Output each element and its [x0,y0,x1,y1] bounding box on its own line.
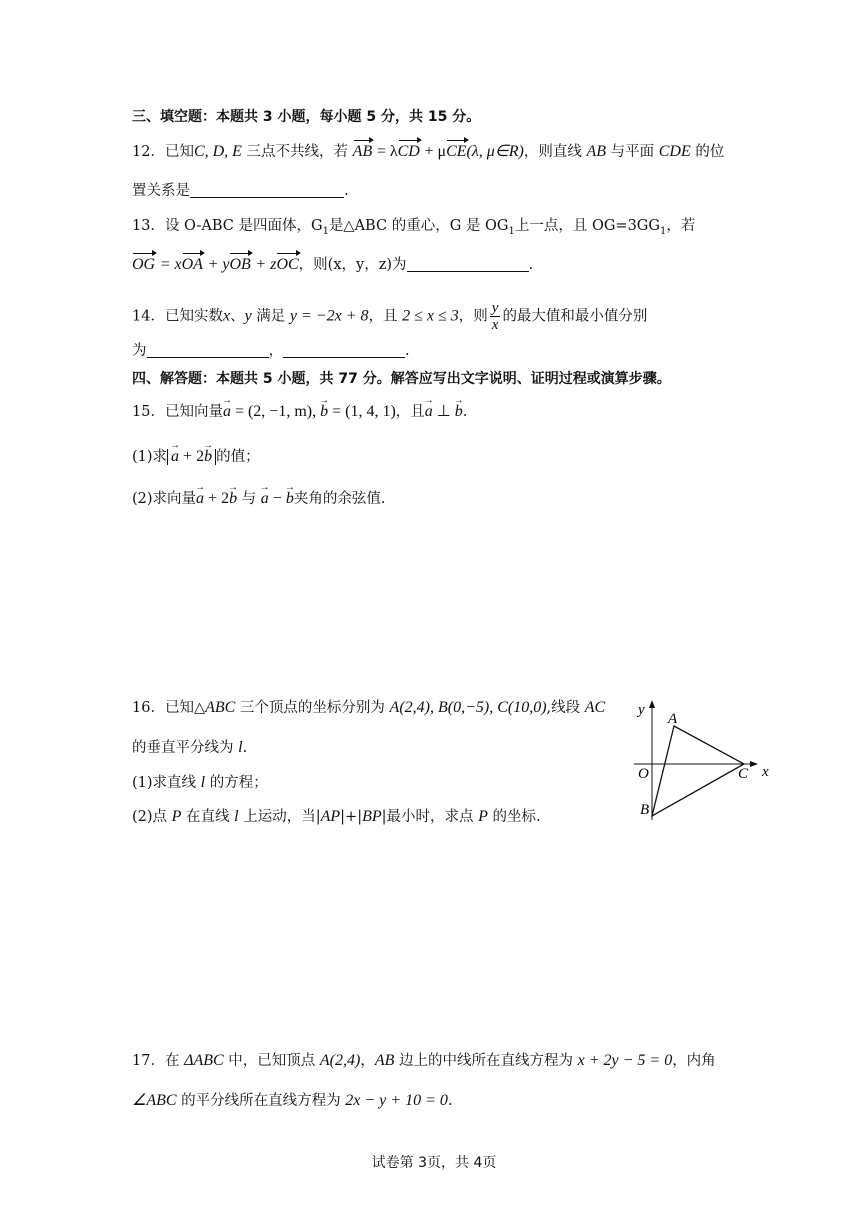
answer-blank[interactable] [407,255,529,272]
answer-blank[interactable] [190,181,344,198]
q15-line1: 15．已知向量→ a = (2, −1, m), → b = (1, 4, 1)，且→ a ⊥ → b. [132,401,467,423]
q16-part2: (2)点 P 在直线 l 上运动，当|AP|+|BP|最小时，求点 P 的坐标. [132,808,541,825]
label-c: C [738,766,749,782]
label-o: O [638,766,649,782]
q12-line1: 12．已知C, D, E 三点不共线，若 AB = λCD + μCE(λ, μ∈R)，则直线 AB 与平面 CDE 的位 [132,141,724,163]
label-b: B [640,802,650,818]
answer-blank[interactable] [147,341,269,358]
q16-line2: 的垂直平分线为 l. [132,739,248,756]
fraction-y-over-x: $\frac{y}{x}$ [491,300,499,333]
q16-line1: 16．已知△ABC 三个顶点的坐标分别为 A(2,4), B(0,−5), C(10,0),线段 AC [132,699,606,716]
label-x: x [762,764,769,780]
page-footer: 试卷第 3页，共 4页 [371,1155,497,1171]
q12-line2: 置关系是 . [132,183,349,199]
q14-line1: 14．已知实数x、y 满足 y = −2x + 8，且 2 ≤ x ≤ 3，则 $\frac{y}{x}$ 的最大值和最小值分别 [132,300,648,333]
q13-line2: OG = xOA + yOB + zOC，则(x，y，z)为 . [132,254,533,276]
q13-line1: 13．设 O-ABC 是四面体，$G_1$是△ABC 的重心，G 是 $OG_1$上一点，且 $OG=3GG_1$，若 [132,218,696,237]
q17-line2: ∠ABC 的平分线所在直线方程为 2x − y + 10 = 0. [132,1092,453,1109]
q14-line2: 为 ， . [132,343,410,359]
triangle-abc [652,726,744,816]
answer-blank[interactable] [283,341,405,358]
q17-line1: 17．在 ΔABC 中，已知顶点 A(2,4)，AB 边上的中线所在直线方程为 x + 2y − 5 = 0，内角 [132,1052,716,1069]
x-axis-arrow [750,761,758,767]
section3-heading: 三、填空题：本题共 3 小题，每小题 5 分，共 15 分。 [132,109,481,125]
y-axis-arrow [649,700,655,708]
q15-part1: (1)求→ a + 2→ b 的值； [132,446,260,468]
label-a: A [668,711,678,727]
section4-heading: 四、解答题：本题共 5 小题，共 77 分。解答应写出文字说明、证明过程或演算步骤。 [132,371,671,387]
label-y: y [638,702,645,718]
q16-part1: (1)求直线 l 的方程； [132,774,268,791]
q15-part2: (2)求向量→ a + 2→ b 与 → a − → b夹角的余弦值. [132,488,385,510]
triangle-figure [628,696,788,826]
